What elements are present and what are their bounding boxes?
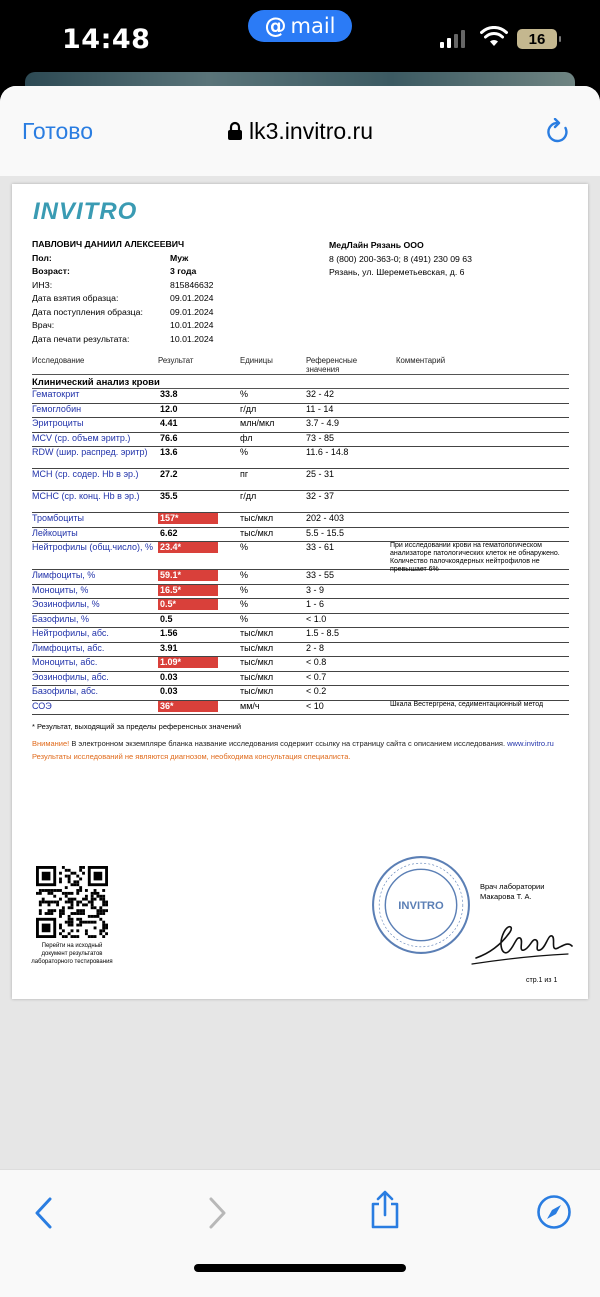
table-row: [32, 527, 569, 543]
table-row: [32, 598, 569, 614]
result-value: 59.1*: [158, 570, 218, 581]
result-comment: Шкала Вестергрена, седиментационный метод: [390, 700, 544, 708]
table-row: [32, 671, 569, 687]
header-ref-2: значения: [306, 365, 340, 374]
reference-range: 2 - 8: [306, 642, 325, 653]
result-value: 6.62: [160, 527, 178, 538]
result-name-link[interactable]: MCH (ср. содер. Hb в эр.): [32, 469, 139, 479]
result-value: 0.5: [160, 613, 173, 624]
browser-sheet: [0, 86, 600, 1297]
result-unit: %: [240, 584, 249, 595]
table-row: [32, 432, 569, 448]
url-text: lk3.invitro.ru: [249, 118, 373, 144]
document-viewer[interactable]: [0, 176, 600, 1170]
mail-app-pill[interactable]: [248, 10, 352, 42]
table-row: [32, 700, 569, 716]
reference-range: 3.7 - 4.9: [306, 418, 340, 428]
table-row: [32, 569, 569, 585]
result-value: 27.2: [160, 469, 178, 479]
doctor-block: [480, 882, 544, 902]
lab-stamp: [370, 854, 472, 956]
table-row: [32, 584, 569, 600]
result-value: 35.5: [160, 491, 178, 501]
reference-range: < 10: [306, 700, 324, 711]
result-name-link[interactable]: Нейтрофилы, абс.: [32, 628, 109, 638]
result-name-link[interactable]: Моноциты, %: [32, 584, 89, 595]
table-row: [32, 642, 569, 658]
reload-icon[interactable]: [545, 118, 571, 146]
table-row: [32, 541, 569, 573]
header-units: Единицы: [240, 356, 273, 365]
field-sex: Пол: Муж: [32, 252, 189, 263]
result-value: 0.5*: [158, 599, 218, 610]
reference-range: 3 - 9: [306, 584, 325, 595]
result-unit: г/дл: [240, 491, 257, 501]
result-value: 23.4*: [158, 542, 218, 553]
result-unit: млн/мкл: [240, 418, 275, 428]
reference-range: 25 - 31: [306, 469, 335, 479]
lab-phone: 8 (800) 200-363-0; 8 (491) 230 09 63: [329, 253, 472, 264]
result-name-link[interactable]: MCHC (ср. конц. Hb в эр.): [32, 491, 140, 501]
disclaimer: Результаты исследований не являются диагнозом, необходима консультация специалиста.: [32, 752, 351, 761]
result-name-link[interactable]: Нейтрофилы (общ.число), %: [32, 542, 153, 552]
result-unit: тыс/мкл: [240, 628, 274, 638]
reference-range: 73 - 85: [306, 432, 335, 443]
result-name-link[interactable]: MCV (ср. объем эритр.): [32, 432, 131, 443]
invitro-logo: INVITRO: [33, 198, 138, 225]
table-row: [32, 388, 569, 404]
result-value: 3.91: [160, 642, 178, 653]
table-row: [32, 613, 569, 629]
warning-note: [32, 739, 577, 748]
result-value: 33.8: [160, 389, 178, 399]
result-unit: тыс/мкл: [240, 642, 274, 653]
header-study: Исследование: [32, 356, 85, 365]
mail-pill-label: mail: [290, 14, 336, 38]
result-value: 0.03: [160, 671, 178, 682]
site-link[interactable]: www.invitro.ru: [507, 739, 554, 748]
wifi-icon: [480, 26, 508, 48]
result-unit: %: [240, 542, 249, 552]
result-unit: %: [240, 613, 249, 624]
status-bar: [0, 0, 600, 80]
browser-toolbar: [0, 1169, 600, 1297]
address-field[interactable]: [0, 118, 600, 145]
result-value: 157*: [158, 513, 218, 524]
table-row: [32, 685, 569, 701]
reference-range: 202 - 403: [306, 513, 345, 523]
share-icon[interactable]: [368, 1190, 402, 1230]
footnote: * Результат, выходящий за пределы референсных значений: [32, 722, 242, 731]
result-value: 16.5*: [158, 585, 218, 596]
reference-range: < 0.8: [306, 657, 327, 667]
home-indicator[interactable]: [194, 1264, 406, 1272]
result-name-link[interactable]: Базофилы, абс.: [32, 686, 99, 696]
result-name-link[interactable]: Лейкоциты: [32, 527, 78, 538]
field-doctor: Врач: 10.01.2024: [32, 320, 214, 330]
doctor-title: Врач лаборатории: [480, 882, 545, 891]
lab-address: Рязань, ул. Шереметьевская, д. 6: [329, 267, 465, 277]
patient-name: ПАВЛОВИЧ ДАНИИЛ АЛЕКСЕЕВИЧ: [32, 239, 185, 249]
field-received-date: Дата поступления образца: 09.01.2024: [32, 306, 214, 317]
field-inz: ИНЗ: 815846632: [32, 279, 214, 290]
reference-range: < 0.7: [306, 671, 327, 682]
table-row: [32, 627, 569, 643]
result-value: 1.56: [160, 628, 178, 638]
result-name-link[interactable]: Гемоглобин: [32, 403, 82, 414]
table-row: [32, 490, 569, 513]
result-value: 0.03: [160, 686, 178, 696]
field-sample-date: Дата взятия образца: 09.01.2024: [32, 293, 214, 303]
result-value: 1.09*: [158, 657, 218, 668]
table-row: [32, 403, 569, 419]
result-unit: %: [240, 389, 249, 399]
lab-info: [329, 239, 472, 280]
reference-range: 33 - 61: [306, 542, 335, 552]
done-button[interactable]: Готово: [22, 118, 94, 144]
lab-report-page: [12, 184, 588, 999]
battery-indicator: 16: [517, 29, 557, 49]
compass-icon[interactable]: [536, 1194, 572, 1230]
qr-caption: Перейти на исходный документ результатов лабораторного тестирования: [31, 943, 113, 965]
result-value: 4.41: [160, 418, 178, 428]
cellular-signal-icon: [440, 30, 465, 48]
header-comment: Комментарий: [396, 356, 446, 365]
result-unit: %: [240, 447, 249, 457]
section-title: Клинический анализ крови: [32, 377, 160, 388]
warning-label: Внимание!: [32, 739, 70, 748]
reference-range: < 1.0: [306, 613, 327, 624]
result-name-link[interactable]: Гематокрит: [32, 389, 80, 399]
result-unit: %: [240, 570, 249, 580]
header-result: Результат: [158, 356, 194, 365]
result-value: 76.6: [160, 432, 178, 443]
reference-range: 1 - 6: [306, 599, 325, 609]
result-value: 36*: [158, 701, 218, 712]
field-age: Возраст: 3 года: [32, 266, 197, 276]
svg-text:INVITRO: INVITRO: [398, 900, 444, 913]
url-bar: [0, 86, 600, 177]
clock: 14:48: [62, 24, 151, 55]
result-name-link[interactable]: Эозинофилы, %: [32, 599, 100, 609]
result-name-link[interactable]: Лимфоциты, абс.: [32, 642, 105, 653]
result-name-link[interactable]: Лимфоциты, %: [32, 570, 96, 580]
lock-icon: [227, 121, 243, 141]
reference-range: 32 - 37: [306, 491, 335, 501]
result-value: 12.0: [160, 403, 178, 414]
reference-range: 32 - 42: [306, 389, 335, 399]
result-name-link[interactable]: СОЭ: [32, 700, 52, 711]
result-name-link[interactable]: RDW (шир. распред. эритр): [32, 447, 148, 457]
result-name-link[interactable]: Моноциты, абс.: [32, 657, 98, 667]
result-comment: При исследовании крови на гематологическом анализаторе патологических клеток не обнаружено. Количество палочкоядерных нейтрофилов не превышает 6%: [390, 542, 560, 573]
warning-text: В электронном экземпляре бланка название исследования содержит ссылку на страницу сайта с описанием исследования.: [69, 739, 508, 748]
reference-range: 33 - 55: [306, 570, 335, 580]
reference-range: 5.5 - 15.5: [306, 527, 345, 538]
result-unit: мм/ч: [240, 700, 260, 711]
header-ref-1: Референсные: [306, 356, 358, 365]
result-unit: %: [240, 599, 249, 609]
back-icon[interactable]: [32, 1196, 56, 1230]
header-divider: [32, 374, 569, 375]
result-unit: г/дл: [240, 403, 257, 414]
result-unit: тыс/мкл: [240, 657, 274, 667]
result-unit: тыс/мкл: [240, 513, 274, 523]
reference-range: < 0.2: [306, 686, 327, 696]
result-unit: тыс/мкл: [240, 671, 274, 682]
at-icon: @: [264, 13, 287, 39]
table-row: [32, 656, 569, 672]
result-unit: фл: [240, 432, 253, 443]
result-unit: пг: [240, 469, 249, 479]
field-print-date: Дата печати результата: 10.01.2024: [32, 333, 214, 344]
result-name-link[interactable]: Тромбоциты: [32, 513, 85, 523]
result-unit: тыс/мкл: [240, 527, 274, 538]
page-number: стр.1 из 1: [526, 977, 558, 984]
table-row: [32, 446, 569, 469]
reference-range: 1.5 - 8.5: [306, 628, 340, 638]
table-row: [32, 468, 569, 491]
result-name-link[interactable]: Эозинофилы, абс.: [32, 671, 109, 682]
result-name-link[interactable]: Базофилы, %: [32, 613, 89, 624]
forward-icon[interactable]: [205, 1196, 229, 1230]
result-name-link[interactable]: Эритроциты: [32, 418, 84, 428]
lab-name: МедЛайн Рязань ООО: [329, 240, 424, 250]
table-row: [32, 512, 569, 528]
reference-range: 11 - 14: [306, 403, 334, 414]
result-value: 13.6: [160, 447, 178, 457]
reference-range: 11.6 - 14.8: [306, 447, 349, 457]
result-unit: тыс/мкл: [240, 686, 274, 696]
doctor-name: Макарова Т. А.: [480, 892, 532, 901]
doctor-signature: [468, 912, 578, 972]
table-row: [32, 417, 569, 433]
qr-code[interactable]: [36, 866, 108, 938]
